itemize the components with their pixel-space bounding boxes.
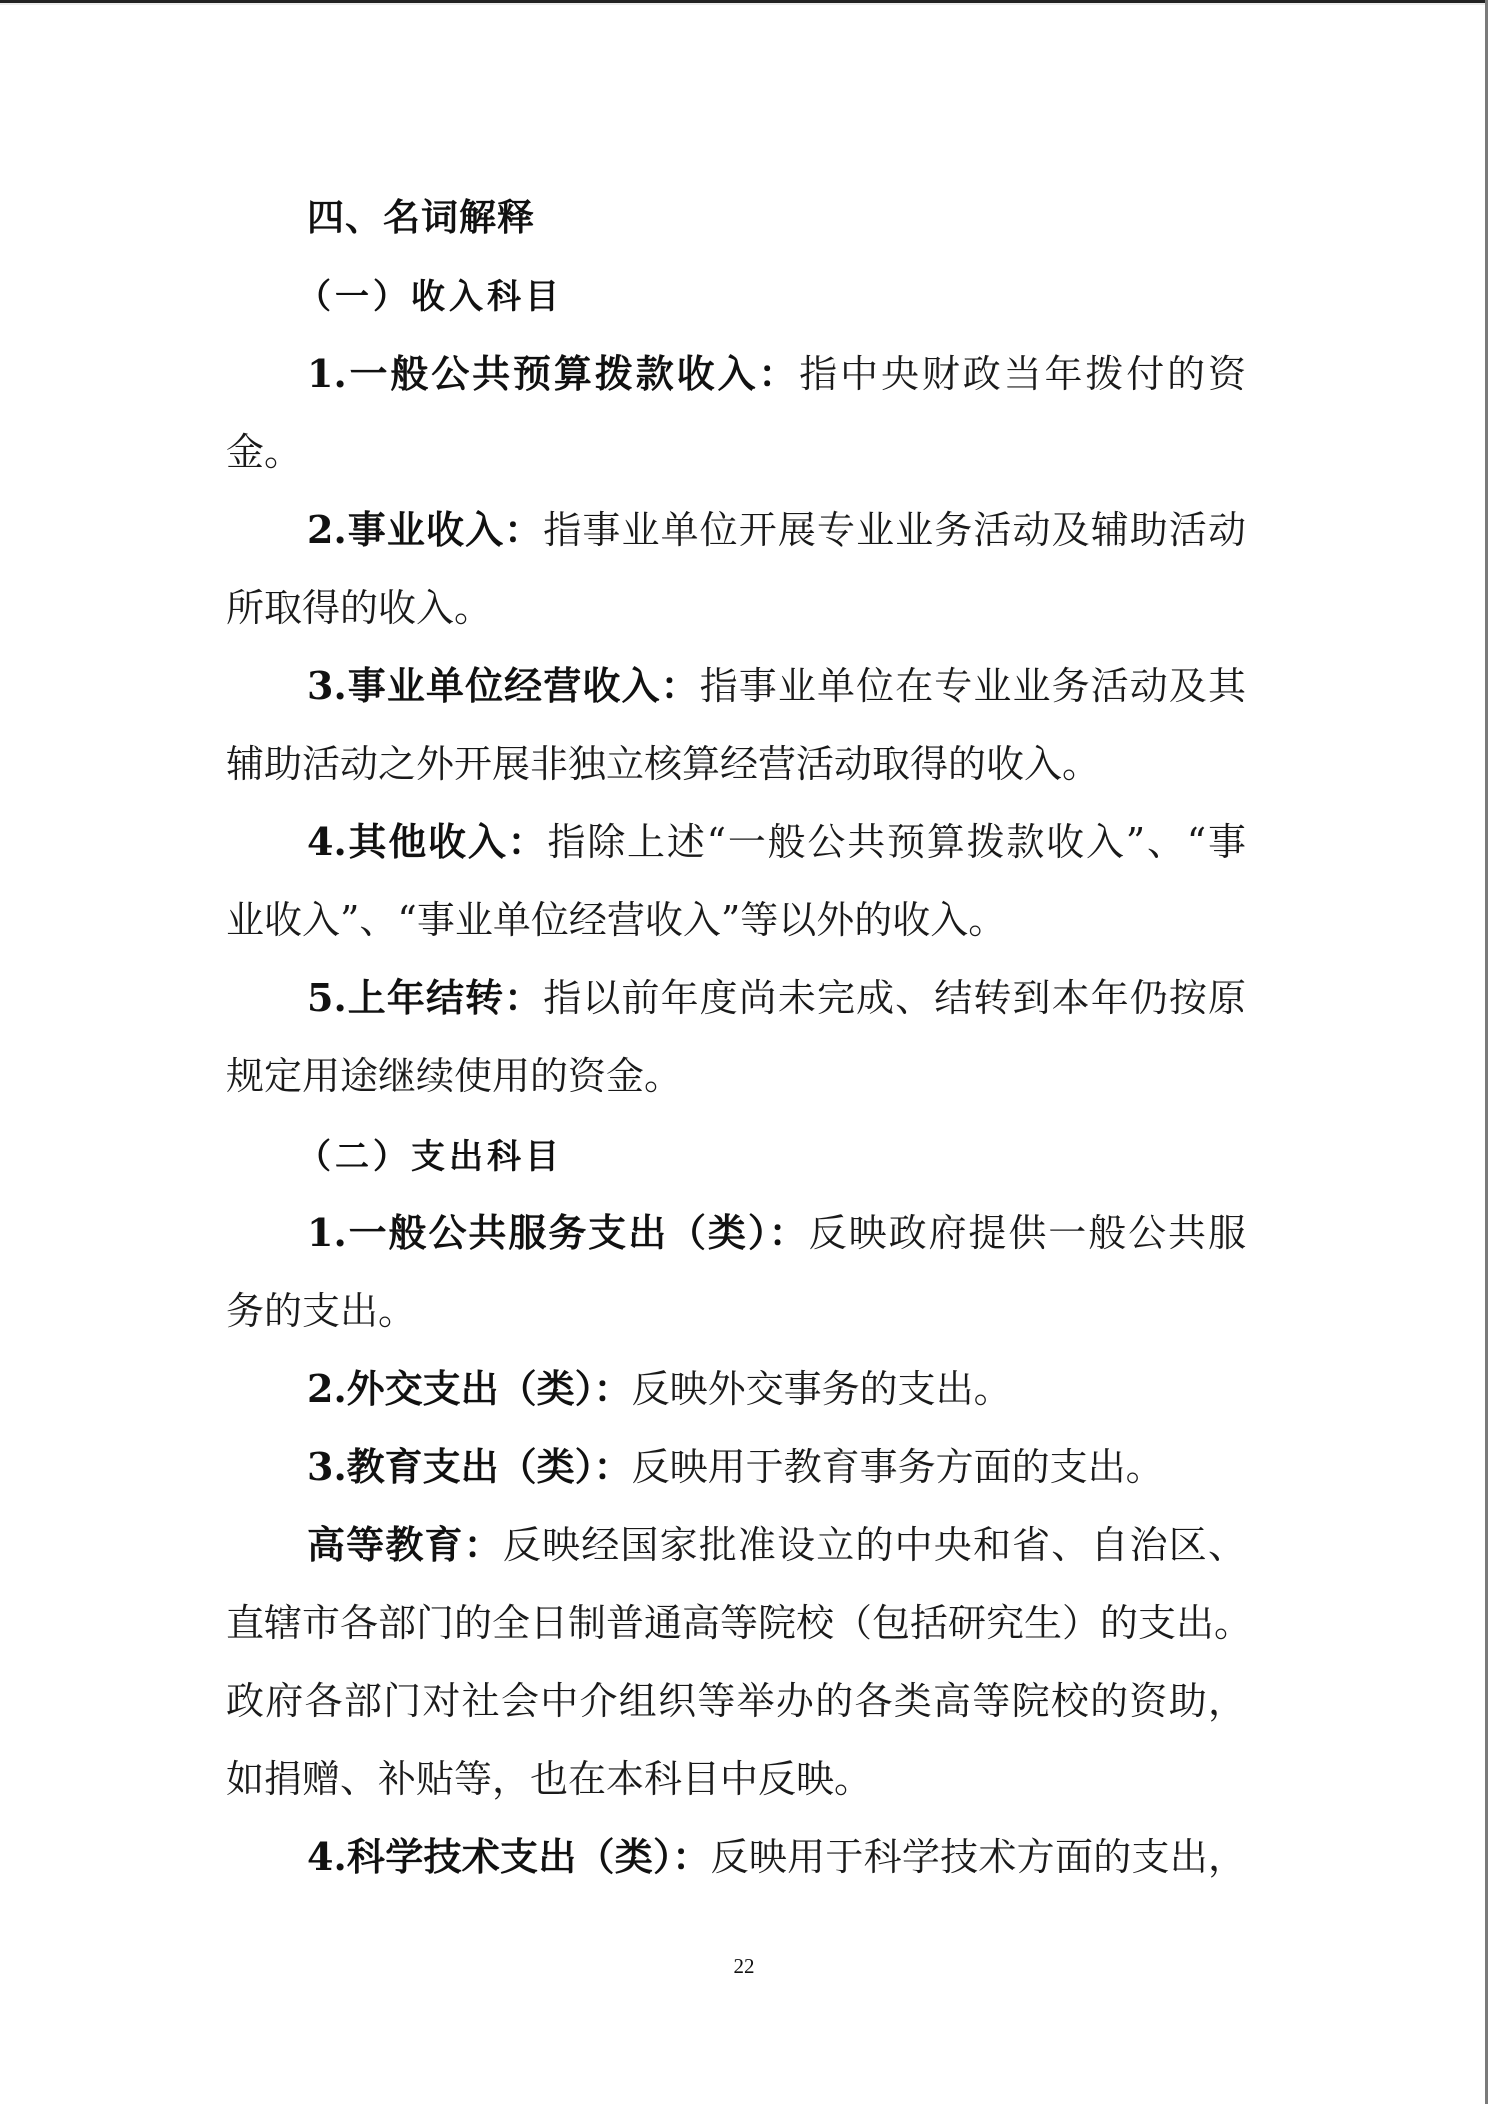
income-item-5-continuation: 规定用途继续使用的资金。 — [226, 1054, 683, 1098]
income-item-2 — [307, 509, 1246, 551]
higher-education-line-2: 直辖市各部门的全日制普通高等院校（包括研究生）的支出。 — [226, 1601, 1253, 1645]
term-definition: 指除上述“一般公共预算拨款收入”、“事 — [547, 820, 1246, 864]
term-label: 1.一般公共服务支出（类）： — [307, 1210, 809, 1255]
term-label: 2.事业收入： — [307, 507, 544, 552]
term-definition: 指中央财政当年拨付的资 — [799, 352, 1246, 396]
term-definition: 指事业单位开展专业业务活动及辅助活动 — [543, 508, 1246, 552]
term-label: 3.事业单位经营收入： — [307, 663, 700, 708]
term-definition: 指事业单位在专业业务活动及其 — [699, 664, 1246, 708]
expenditure-item-2 — [307, 1368, 1246, 1410]
term-definition: 反映外交事务的支出。 — [631, 1367, 1012, 1411]
higher-education-line-4: 如捐赠、补贴等，也在本科目中反映。 — [226, 1757, 873, 1801]
higher-education-line-3: 政府各部门对社会中介组织等举办的各类高等院校的资助， — [226, 1679, 1246, 1723]
term-label: 1.一般公共预算拨款收入： — [307, 351, 800, 396]
expenditure-item-4 — [307, 1836, 1246, 1878]
term-label: 4.科学技术支出（类）： — [307, 1834, 711, 1879]
term-label: 3.教育支出（类）： — [307, 1444, 632, 1489]
expenditure-item-3 — [307, 1446, 1246, 1488]
income-item-4 — [307, 821, 1246, 863]
term-label: 5.上年结转： — [307, 975, 544, 1020]
income-item-4-continuation: 业收入”、“事业单位经营收入”等以外的收入。 — [226, 898, 1007, 942]
income-item-1-continuation: 金。 — [226, 430, 303, 474]
expenditure-item-1 — [307, 1212, 1246, 1254]
term-definition: 反映用于教育事务方面的支出。 — [631, 1445, 1164, 1489]
income-heading: （一）收入科目 — [297, 277, 563, 317]
term-definition: 反映政府提供一般公共服 — [808, 1211, 1246, 1255]
expenditure-item-1-continuation: 务的支出。 — [226, 1289, 417, 1333]
term-label: 高等教育： — [307, 1522, 503, 1567]
income-item-2-continuation: 所取得的收入。 — [226, 586, 493, 630]
income-item-3-continuation: 辅助活动之外开展非独立核算经营活动取得的收入。 — [226, 742, 1101, 786]
section-title: 四、名词解释 — [307, 196, 535, 239]
expenditure-heading: （二）支出科目 — [297, 1137, 563, 1177]
income-item-5 — [307, 977, 1246, 1019]
income-item-1 — [307, 353, 1246, 395]
term-definition: 指以前年度尚未完成、结转到本年仍按原 — [543, 976, 1246, 1020]
term-definition: 反映用于科学技术方面的支出， — [710, 1835, 1246, 1879]
term-label: 2.外交支出（类）： — [307, 1366, 632, 1411]
higher-education-item — [307, 1524, 1246, 1566]
page-number: 22 — [733, 1954, 755, 1978]
term-definition: 反映经国家批准设立的中央和省、自治区、 — [502, 1523, 1246, 1567]
income-item-3 — [307, 665, 1246, 707]
term-label: 4.其他收入： — [307, 819, 548, 864]
